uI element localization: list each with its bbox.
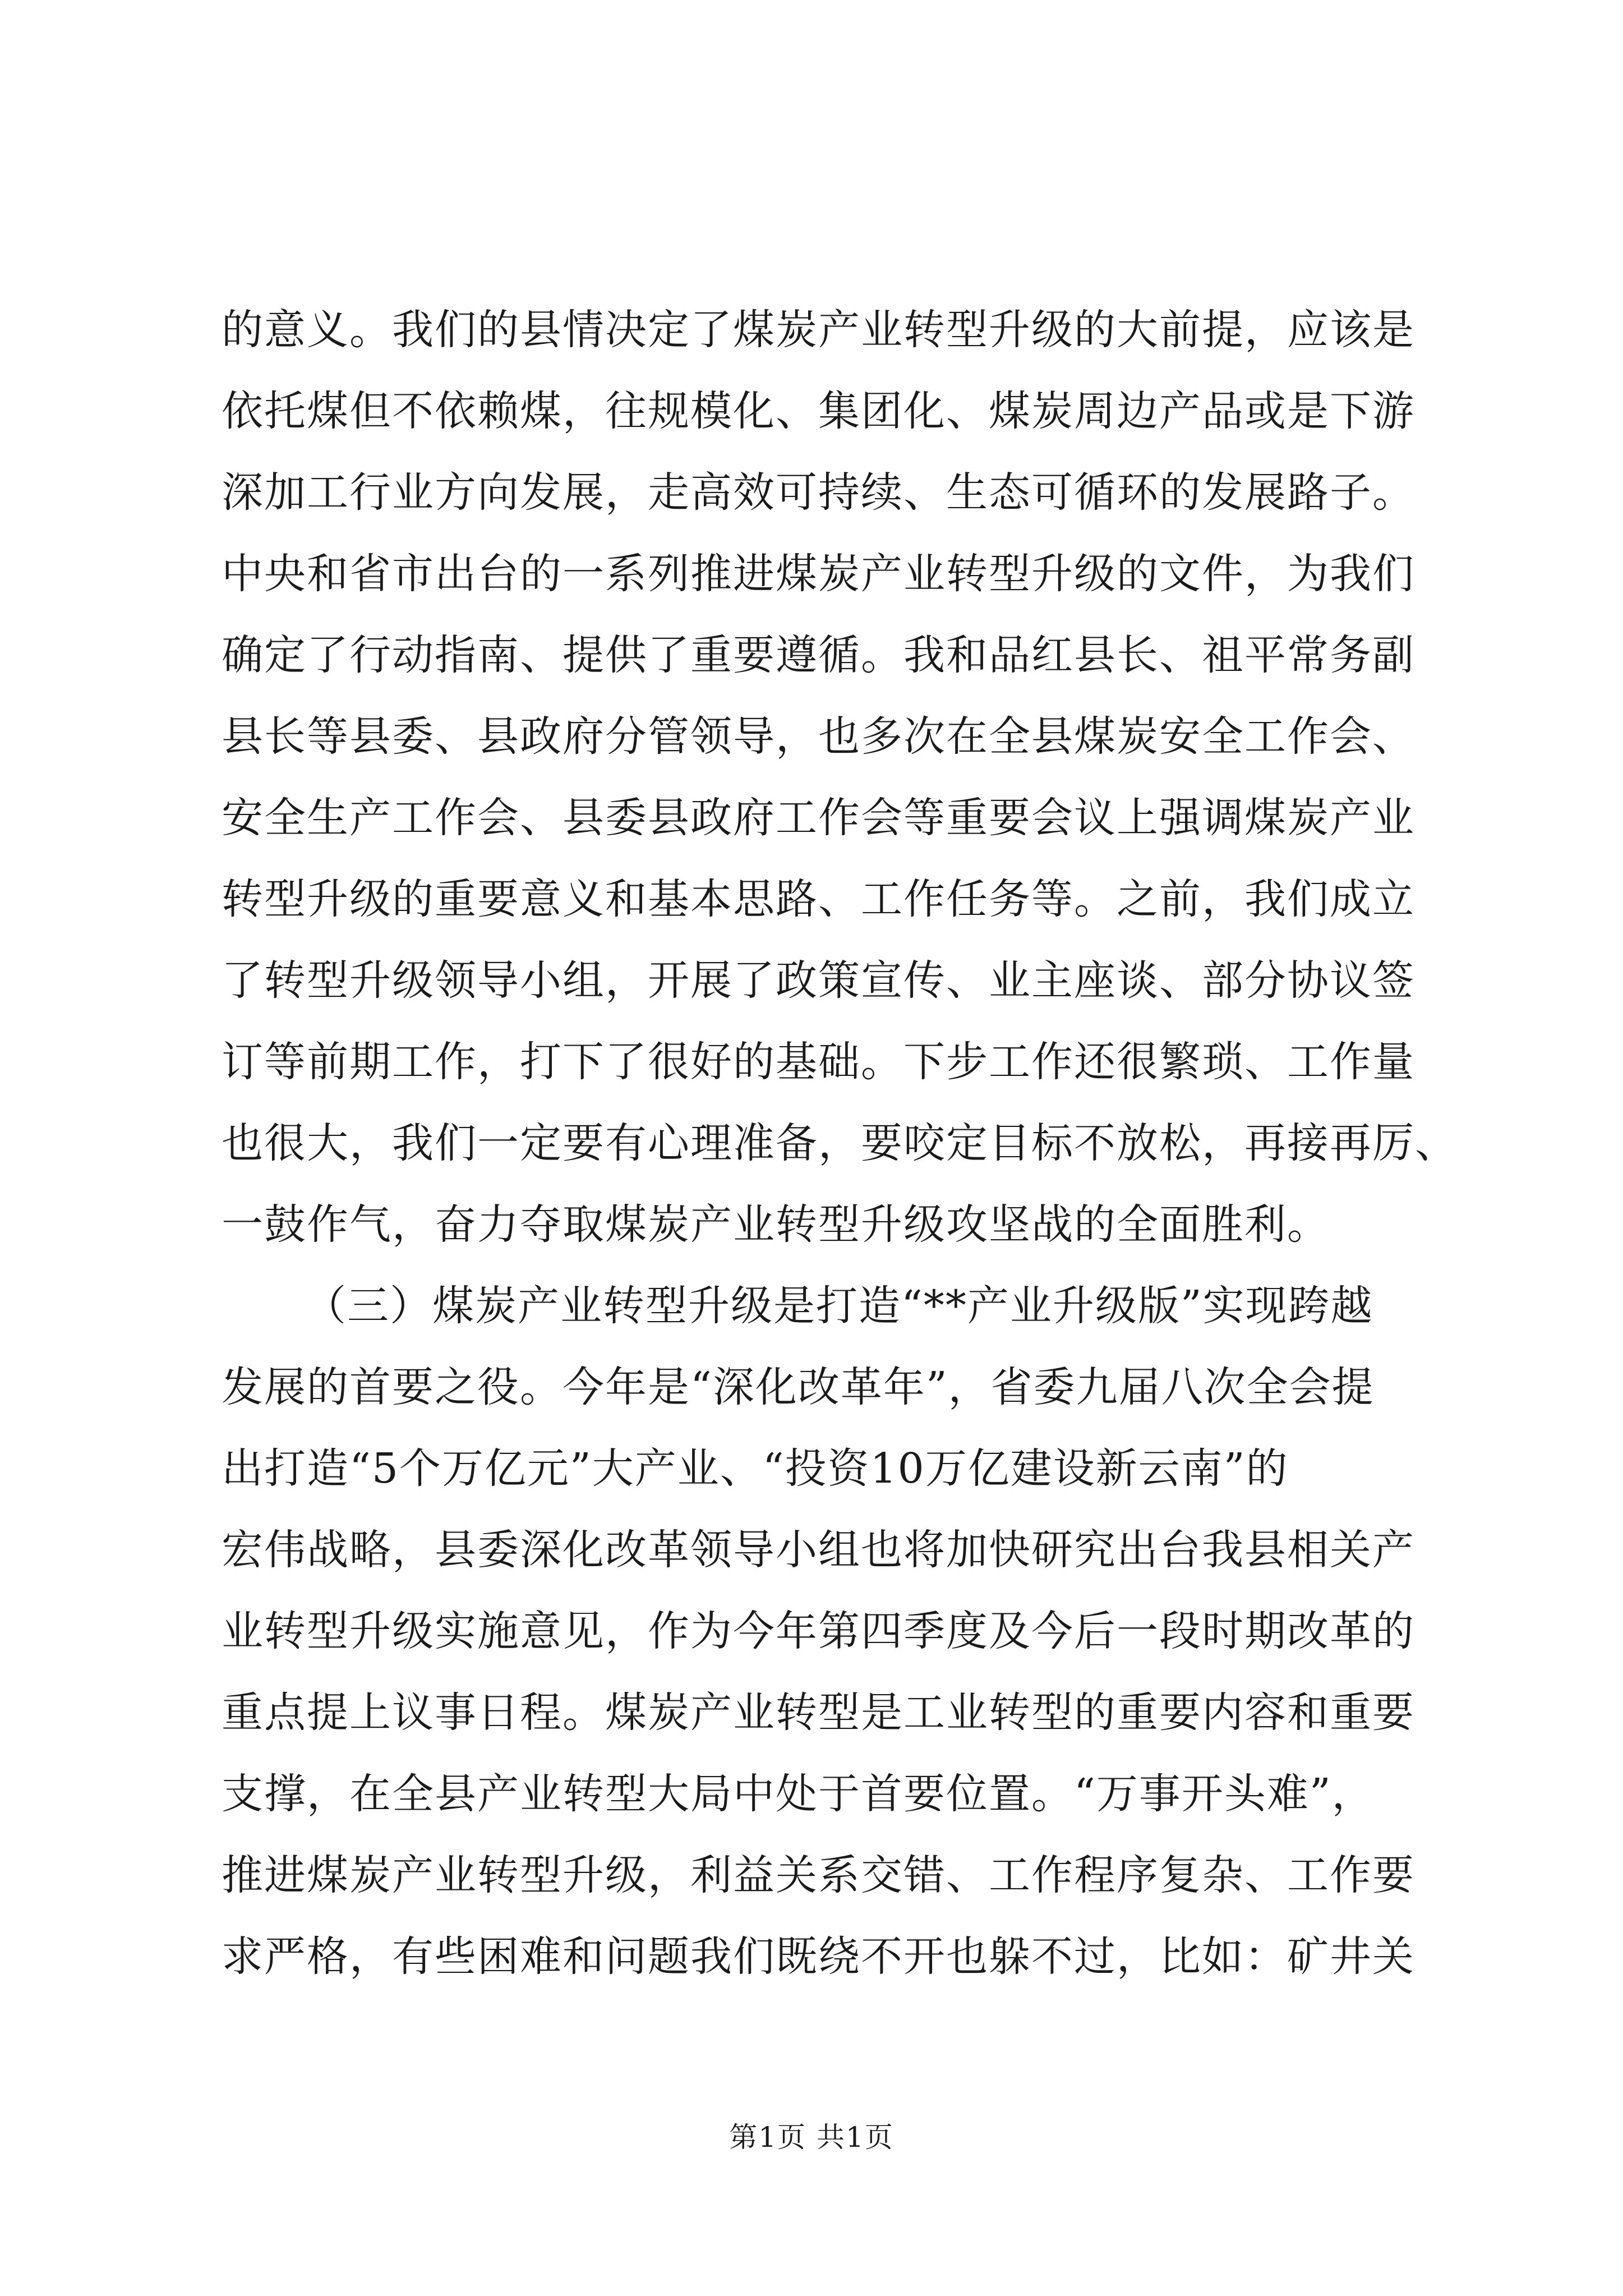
text-line: 推进煤炭产业转型升级，利益关系交错、工作程序复杂、工作要 [222, 1851, 1415, 1899]
text-line: 重点提上议事日程。煤炭产业转型是工业转型的重要内容和重要 [222, 1688, 1415, 1737]
document-body [222, 289, 1458, 1998]
text-line: 宏伟战略，县委深化改革领导小组也将加快研究出台我县相关产 [222, 1526, 1415, 1574]
text-line: 的意义。我们的县情决定了煤炭产业转型升级的大前提，应该是 [222, 306, 1415, 354]
page-number: 第1页 共1页 [729, 2121, 894, 2154]
text-line: 中央和省市出台的一系列推进煤炭产业转型升级的文件，为我们 [222, 550, 1415, 598]
text-line: 出打造“5个万亿元”大产业、“投资10万亿建设新云南”的 [222, 1444, 1289, 1493]
text-line: 订等前期工作，打下了很好的基础。下步工作还很繁琐、工作量 [222, 1038, 1415, 1086]
text-line: 安全生产工作会、县委县政府工作会等重要会议上强调煤炭产业 [222, 794, 1415, 842]
text-line: 转型升级的重要意义和基本思路、工作任务等。之前，我们成立 [222, 875, 1415, 923]
text-line: 县长等县委、县政府分管领导，也多次在全县煤炭安全工作会、 [222, 712, 1415, 761]
text-line: 深加工行业方向发展，走高效可持续、生态可循环的发展路子。 [222, 468, 1415, 517]
text-line: 确定了行动指南、提供了重要遵循。我和品红县长、祖平常务副 [222, 631, 1415, 679]
text-line: 了转型升级领导小组，开展了政策宣传、业主座谈、部分协议签 [222, 956, 1415, 1005]
text-line: 依托煤但不依赖煤，往规模化、集团化、煤炭周边产品或是下游 [222, 387, 1415, 435]
text-line: 也很大，我们一定要有心理准备，要咬定目标不放松，再接再厉、 [222, 1119, 1458, 1167]
section-heading-line: （三）煤炭产业转型升级是打造“**产业升级版”实现跨越 [305, 1282, 1373, 1330]
page-footer [0, 2115, 1623, 2155]
text-line: 业转型升级实施意见，作为今年第四季度及今后一段时期改革的 [222, 1607, 1415, 1655]
text-line: 支撑，在全县产业转型大局中处于首要位置。“万事开头难”， [222, 1770, 1375, 1818]
text-line: 发展的首要之役。今年是“深化改革年”，省委九届八次全会提 [222, 1363, 1375, 1411]
text-line: 一鼓作气，奋力夺取煤炭产业转型升级攻坚战的全面胜利。 [222, 1200, 1330, 1249]
text-line: 求严格，有些困难和问题我们既绕不开也躲不过，比如：矿井关 [222, 1932, 1415, 1981]
